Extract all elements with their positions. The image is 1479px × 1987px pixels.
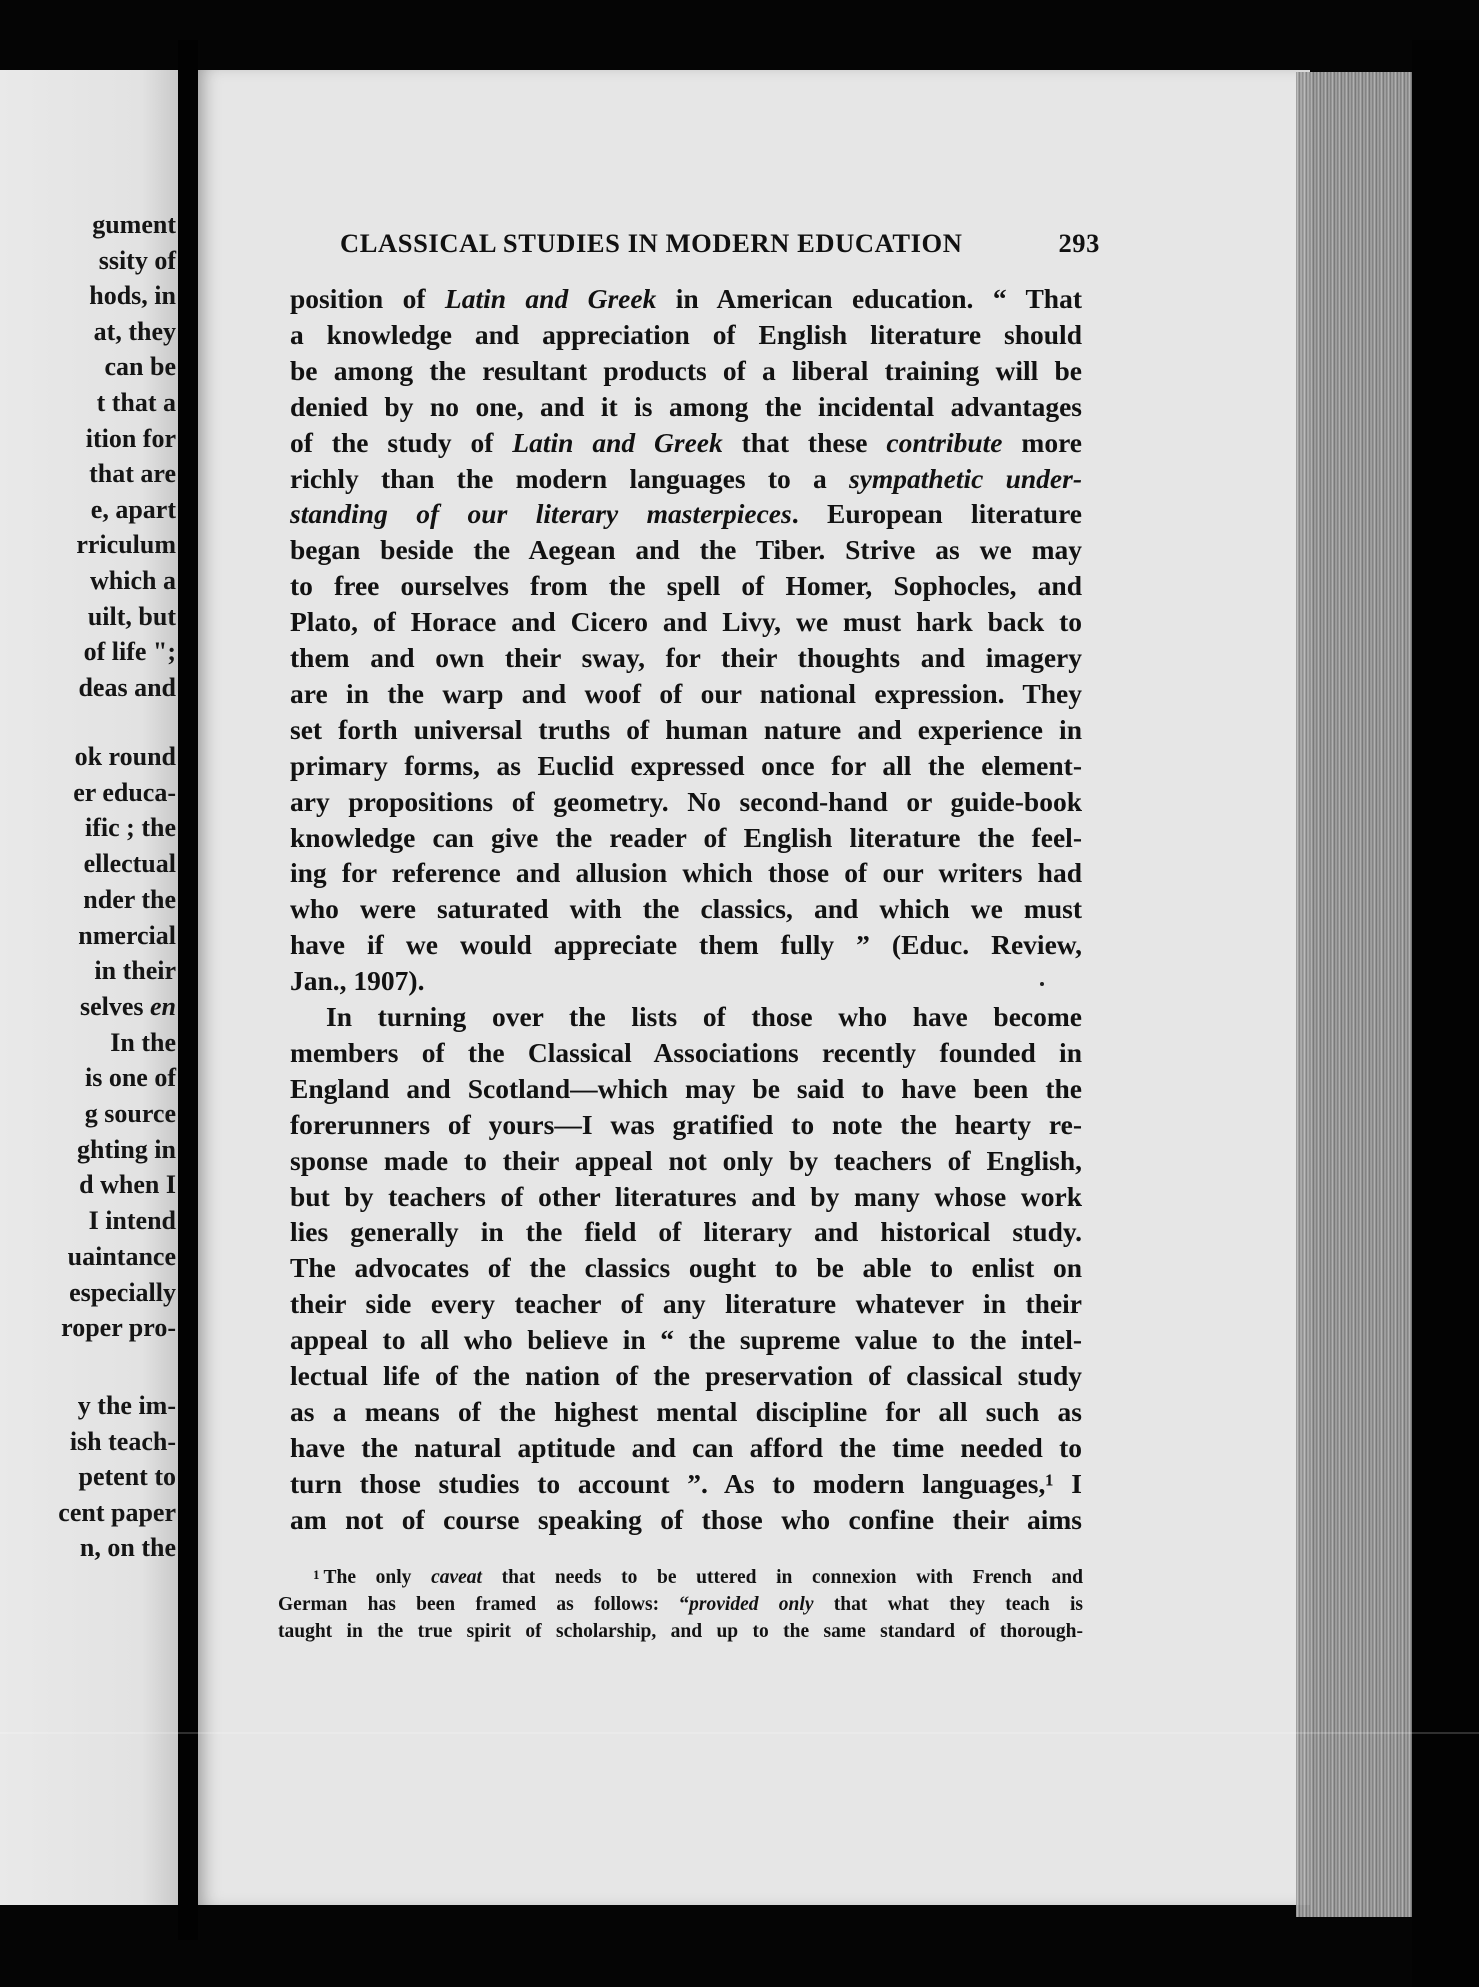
left-page-line: petent to — [78, 1462, 176, 1491]
body-line: Jan., 1907). — [290, 965, 425, 997]
body-line: to free ourselves from the spell of Homer, Sophocles, and — [290, 570, 1082, 602]
left-page-line: In the — [110, 1027, 176, 1057]
footnote-line: German has been framed as follows: “provided only that what they teach is — [278, 1594, 1084, 1615]
left-page-line: roper pro- — [61, 1313, 176, 1343]
body-line: England and Scotland—which may be said to have been the — [290, 1072, 1082, 1104]
body-line: position of Latin and Greek in American education. “ That — [290, 283, 1082, 314]
left-page-line: e, apart — [90, 494, 176, 524]
body-line: have the natural aptitude and can afford the time needed to — [290, 1431, 1082, 1463]
body-line: ing for reference and allusion which those of our writers had — [290, 857, 1082, 889]
left-page-line: ish teach- — [69, 1426, 176, 1456]
body-line: be among the resultant products of a liberal training will be — [290, 354, 1082, 386]
scan-artifact-line — [0, 1732, 1479, 1734]
body-line: The advocates of the classics ought to be able to enlist on — [290, 1252, 1082, 1284]
body-line: standing of our literary masterpieces. European literature — [290, 498, 1083, 530]
page-number: 293 — [1058, 228, 1100, 258]
left-page-line: ok round — [74, 742, 176, 771]
left-page-line: gument — [92, 210, 176, 239]
left-page-line: uaintance — [67, 1241, 176, 1271]
left-page-line: at, they — [93, 316, 176, 346]
body-line: a knowledge and appreciation of English literature should — [290, 318, 1082, 350]
body-line: lectual life of the nation of the preservation of classical study — [290, 1360, 1082, 1391]
left-page-line: is one of — [85, 1063, 176, 1093]
left-facing-page — [0, 70, 178, 1905]
body-line: turn those studies to account ”. As to modern languages,¹ I — [290, 1467, 1082, 1499]
footnote-marker: 1 — [313, 1567, 320, 1582]
footnote-line: taught in the true spirit of scholarship, and up to the same standard of thorough- — [278, 1621, 1083, 1642]
left-page-line: n, on the — [79, 1533, 176, 1562]
left-page-line: of life "; — [83, 637, 176, 667]
body-line: In turning over the lists of those who have become — [326, 1001, 1082, 1032]
left-page-line: selves en — [79, 991, 176, 1021]
body-line: forerunners of yours—I was gratified to note the hearty re- — [290, 1108, 1082, 1140]
body-line: primary forms, as Euclid expressed once for all the element- — [290, 749, 1082, 781]
body-line: Plato, of Horace and Cicero and Livy, we must hark back to — [290, 606, 1082, 638]
body-line: are in the warp and woof of our national expression. They — [290, 677, 1082, 709]
body-line: members of the Classical Associations recently founded in — [290, 1036, 1082, 1068]
left-page-line: nder the — [83, 884, 176, 914]
left-page-line: cent paper — [58, 1497, 176, 1527]
speck — [1040, 982, 1044, 986]
body-line: lies generally in the field of literary and historical study. — [290, 1216, 1082, 1248]
body-line: of the study of Latin and Greek that these contribute more — [290, 426, 1082, 458]
body-line: as a means of the highest mental discipline for all such as — [290, 1395, 1082, 1427]
body-line: began beside the Aegean and the Tiber. Strive as we may — [290, 534, 1082, 566]
left-page-line: that are — [89, 459, 176, 489]
body-line: denied by no one, and it is among the incidental advantages — [290, 390, 1082, 422]
footnote-line: $^1$ The only caveat that needs to be uttered in connexion with French and — [313, 1567, 1083, 1588]
left-page-line: g source — [84, 1099, 176, 1128]
left-page-line: hods, in — [89, 281, 176, 311]
left-page-line: uilt, but — [87, 601, 176, 631]
left-page-line: I intend — [88, 1206, 176, 1236]
left-page-line: which a — [90, 566, 176, 595]
body-line: sponse made to their appeal not only by teachers of English, — [290, 1144, 1082, 1176]
left-page-line: in their — [94, 956, 176, 986]
book-gutter — [178, 40, 198, 1940]
left-page-line: can be — [104, 352, 176, 382]
left-page-line: deas and — [78, 672, 176, 702]
running-head — [340, 228, 1100, 259]
left-page-line: er educa- — [73, 777, 176, 807]
page-edges — [1296, 72, 1414, 1917]
left-page-line: ssity of — [98, 245, 176, 275]
body-line: ary propositions of geometry. No second-hand or guide-book — [290, 785, 1082, 817]
left-page-line: especially — [69, 1277, 176, 1307]
body-line: their side every teacher of any literature whatever in their — [290, 1288, 1082, 1320]
left-page-line: d when I — [79, 1170, 176, 1200]
body-line: knowledge can give the reader of English literature the feel- — [290, 821, 1082, 853]
body-line: them and own their sway, for their thoughts and imagery — [290, 642, 1082, 673]
body-line: appeal to all who believe in “ the supreme value to the intel- — [290, 1324, 1082, 1356]
left-page-line: t that a — [96, 388, 176, 417]
left-page-line: nmercial — [78, 920, 176, 950]
body-line: richly than the modern languages to a sympathetic under- — [290, 462, 1082, 494]
left-page-line: ition for — [85, 423, 176, 453]
body-line: set forth universal truths of human nature and experience in — [290, 713, 1082, 745]
body-line: but by teachers of other literatures and by many whose work — [290, 1180, 1082, 1212]
scan-border — [1412, 40, 1479, 1987]
running-head-title: CLASSICAL STUDIES IN MODERN EDUCATION — [340, 228, 963, 258]
body-line: am not of course speaking of those who confine their aims — [290, 1503, 1082, 1535]
left-page-line: ellectual — [83, 849, 176, 879]
body-line: have if we would appreciate them fully ” (Educ. Review, — [290, 929, 1082, 961]
left-page-line: y the im- — [77, 1391, 176, 1420]
left-page-line: ific ; the — [85, 813, 176, 843]
left-page-line: ghting in — [77, 1134, 176, 1164]
body-line: who were saturated with the classics, and which we must — [290, 893, 1082, 925]
left-page-line: rriculum — [76, 530, 176, 560]
